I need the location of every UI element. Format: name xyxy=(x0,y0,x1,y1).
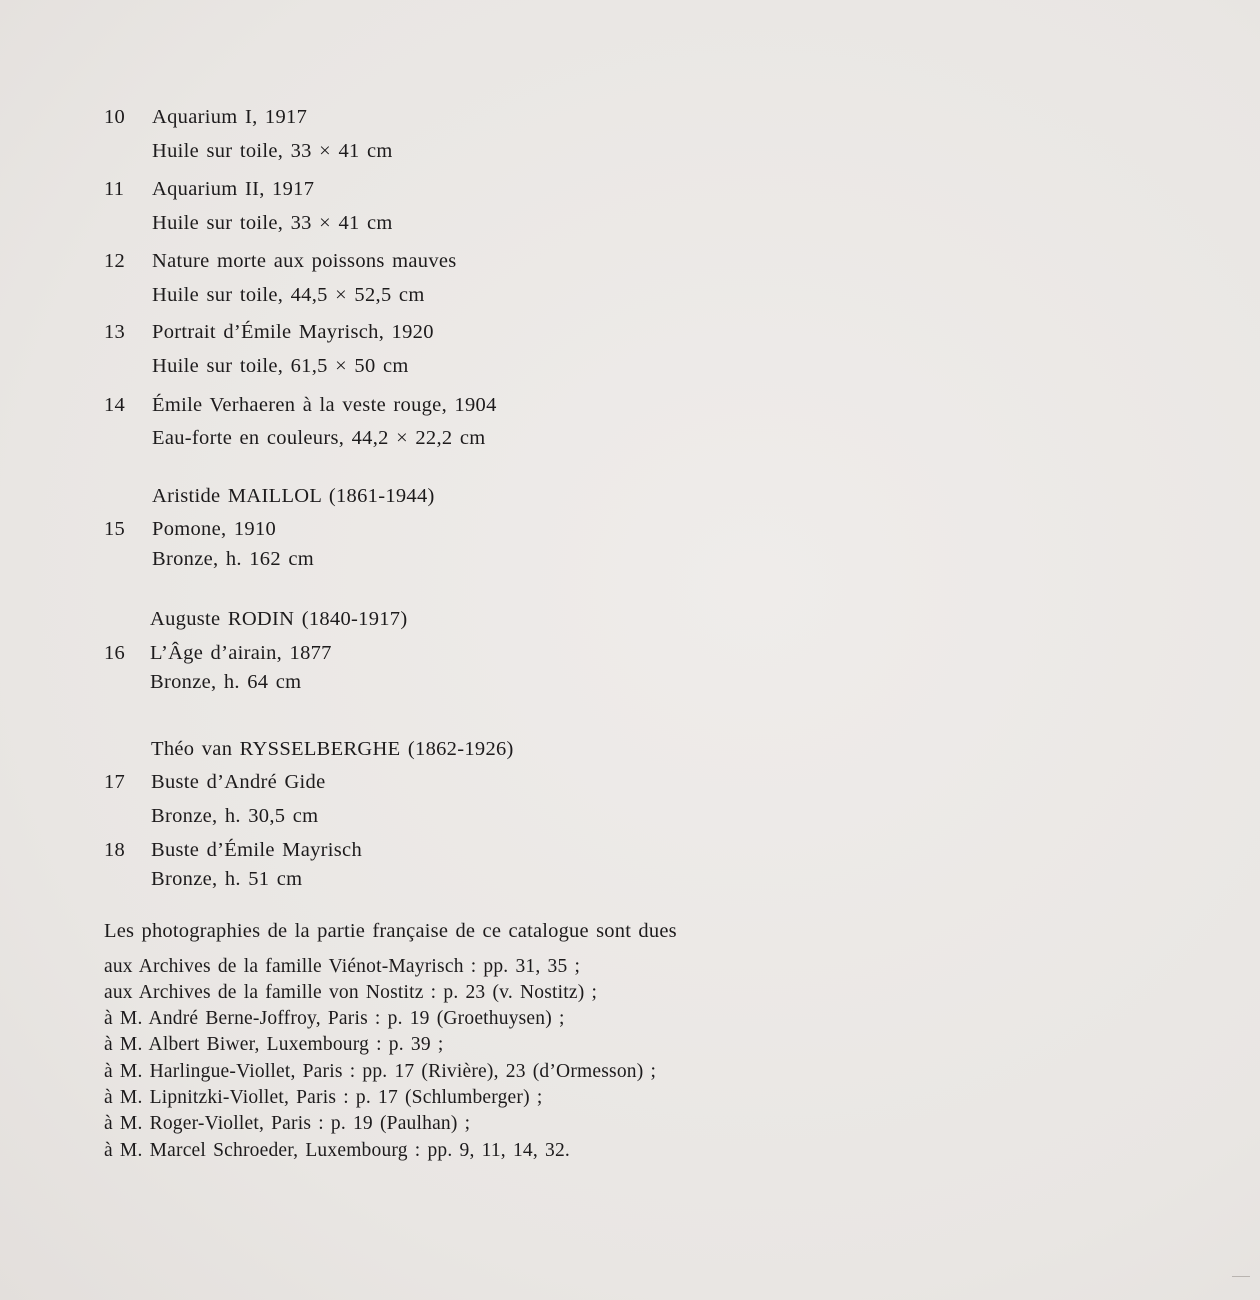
entry-detail: Bronze, h. 30,5 cm xyxy=(151,805,319,827)
credit-line: à M. André Berne-Joffroy, Paris : p. 19 (Groethuysen) ; xyxy=(104,1008,565,1029)
entry-number: 11 xyxy=(104,178,125,200)
credit-line: à M. Roger-Viollet, Paris : p. 19 (Paulhan) ; xyxy=(104,1113,471,1134)
entry-detail: Bronze, h. 64 cm xyxy=(150,671,302,693)
credit-line: aux Archives de la famille von Nostitz : p. 23 (v. Nostitz) ; xyxy=(104,982,598,1003)
entry-title: Buste d’André Gide xyxy=(151,771,326,793)
entry-number: 18 xyxy=(104,839,126,861)
credit-line: à M. Albert Biwer, Luxembourg : p. 39 ; xyxy=(104,1034,444,1055)
entry-title: Nature morte aux poissons mauves xyxy=(152,250,457,272)
entry-detail: Huile sur toile, 61,5 × 50 cm xyxy=(152,355,409,377)
entry-detail: Eau-forte en couleurs, 44,2 × 22,2 cm xyxy=(152,427,486,449)
credit-line: à M. Marcel Schroeder, Luxembourg : pp. 9, 11, 14, 32. xyxy=(104,1140,570,1161)
artist-heading: Auguste RODIN (1840-1917) xyxy=(150,608,408,630)
entry-title: Buste d’Émile Mayrisch xyxy=(151,839,363,861)
entry-number: 16 xyxy=(104,642,126,664)
artist-heading: Théo van RYSSELBERGHE (1862-1926) xyxy=(151,738,514,760)
entry-detail: Huile sur toile, 44,5 × 52,5 cm xyxy=(152,284,425,306)
entry-title: Aquarium II, 1917 xyxy=(152,178,315,200)
entry-number: 14 xyxy=(104,394,126,416)
entry-number: 10 xyxy=(104,106,126,128)
entry-title: Portrait d’Émile Mayrisch, 1920 xyxy=(152,321,434,343)
credit-line: aux Archives de la famille Viénot-Mayrisch : pp. 31, 35 ; xyxy=(104,956,581,977)
entry-number: 17 xyxy=(104,771,126,793)
entry-number: 15 xyxy=(104,518,126,540)
entry-title: Émile Verhaeren à la veste rouge, 1904 xyxy=(152,394,497,416)
entry-detail: Bronze, h. 51 cm xyxy=(151,868,303,890)
credits-intro: Les photographies de la partie française de ce catalogue sont dues xyxy=(104,920,677,942)
credit-line: à M. Harlingue-Viollet, Paris : pp. 17 (Rivière), 23 (d’Ormesson) ; xyxy=(104,1061,657,1082)
page-edge-mark xyxy=(1232,1276,1250,1277)
entry-number: 13 xyxy=(104,321,126,343)
entry-title: Aquarium I, 1917 xyxy=(152,106,308,128)
credit-line: à M. Lipnitzki-Viollet, Paris : p. 17 (Schlumberger) ; xyxy=(104,1087,543,1108)
entry-detail: Huile sur toile, 33 × 41 cm xyxy=(152,212,393,234)
artist-heading: Aristide MAILLOL (1861-1944) xyxy=(152,485,435,507)
entry-detail: Bronze, h. 162 cm xyxy=(152,548,314,570)
entry-detail: Huile sur toile, 33 × 41 cm xyxy=(152,140,393,162)
entry-title: L’Âge d’airain, 1877 xyxy=(150,642,332,664)
entry-title: Pomone, 1910 xyxy=(152,518,277,540)
entry-number: 12 xyxy=(104,250,126,272)
